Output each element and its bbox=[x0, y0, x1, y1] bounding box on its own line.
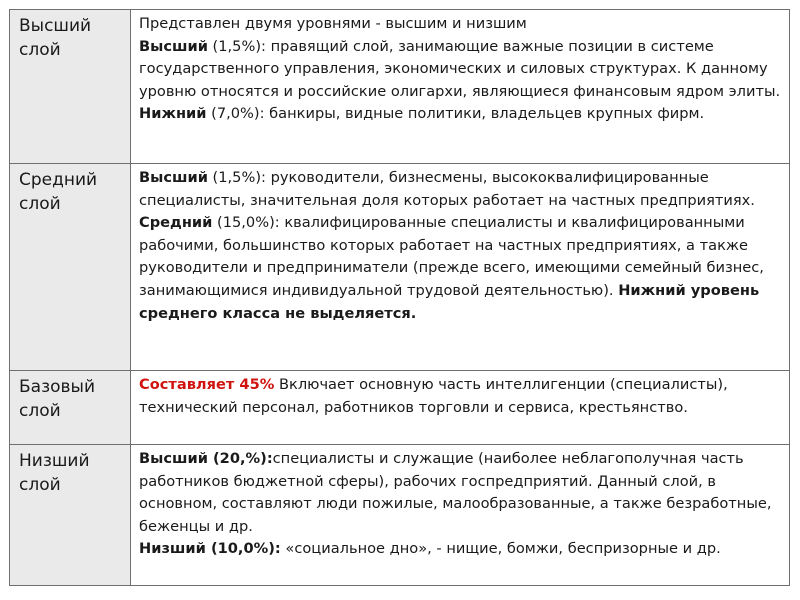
middle-level-3-note: Нижний уровень среднего класса не выделяется. bbox=[139, 281, 760, 322]
upper-level-1-text: (1,5%): правящий слой, занимающие важные позиции в системе государственного управления, экономических и силовых структурах. К данному уровню относятся и российские олигархи, являющиеся финансовым ядром элиты. bbox=[139, 37, 781, 100]
lower-level-1 bbox=[139, 448, 783, 538]
lower-level-2-label: Низший (10,0%): bbox=[139, 540, 281, 558]
stratum-description-lower bbox=[131, 445, 790, 586]
middle-level-2-label: Средний bbox=[139, 214, 213, 232]
upper-level-2-label: Нижний bbox=[139, 105, 207, 123]
upper-level-2 bbox=[139, 103, 783, 126]
lower-level-2 bbox=[139, 538, 783, 561]
stratum-description-upper bbox=[131, 10, 790, 164]
middle-level-1-label: Высший bbox=[139, 169, 208, 186]
stratum-description-base bbox=[131, 371, 790, 445]
stratum-name-middle: Средний слой bbox=[10, 164, 131, 371]
upper-level-1 bbox=[139, 36, 783, 104]
middle-level-2-text: (15,0%): квалифицированные специалисты и квалифицированными рабочими, большинство которых работает на частных предприятиях, а также руководители и предприниматели (прежде всего, имеющими семейный бизнес, занимающимися индивидуальной трудовой деятельностью). bbox=[139, 214, 764, 299]
stratum-description-middle bbox=[131, 164, 790, 371]
base-share-highlight: Составляет 45% bbox=[139, 376, 275, 393]
table-row-middle bbox=[10, 164, 790, 371]
upper-level-2-text: (7,0%): банкиры, видные политики, владельцев крупных фирм. bbox=[206, 105, 705, 123]
middle-level-1-text: (1,5%): руководители, бизнесмены, высококвалифицированные специалисты, значительная доля которых работает на частных предприятиях. bbox=[139, 169, 755, 209]
lower-level-2-text: «социальное дно», - нищие, бомжи, беспризорные и др. bbox=[280, 540, 721, 558]
stratum-name-lower: Низший слой bbox=[10, 445, 131, 586]
lower-level-1-label: Высший (20,%): bbox=[139, 450, 273, 467]
social-strata-table bbox=[9, 9, 790, 586]
table-row-lower bbox=[10, 445, 790, 586]
table-row-base bbox=[10, 371, 790, 445]
table-row-upper bbox=[10, 10, 790, 164]
stratum-name-base: Базовый слой bbox=[10, 371, 131, 445]
stratum-name-upper: Высший слой bbox=[10, 10, 131, 164]
upper-intro: Представлен двумя уровнями - высшим и низшим bbox=[139, 15, 527, 32]
lower-level-1-text: специалисты и служащие (наиболее неблагополучная часть работников бюджетной сферы), рабочих госпредприятий. Данный слой, в основном, составляют люди пожилые, малообразованные, а также безработные, беженцы и др. bbox=[139, 450, 772, 535]
base-text: Включает основную часть интеллигенции (специалисты), технический персонал, работников торговли и сервиса, крестьянство. bbox=[139, 376, 728, 416]
upper-level-1-label: Высший bbox=[139, 37, 208, 55]
